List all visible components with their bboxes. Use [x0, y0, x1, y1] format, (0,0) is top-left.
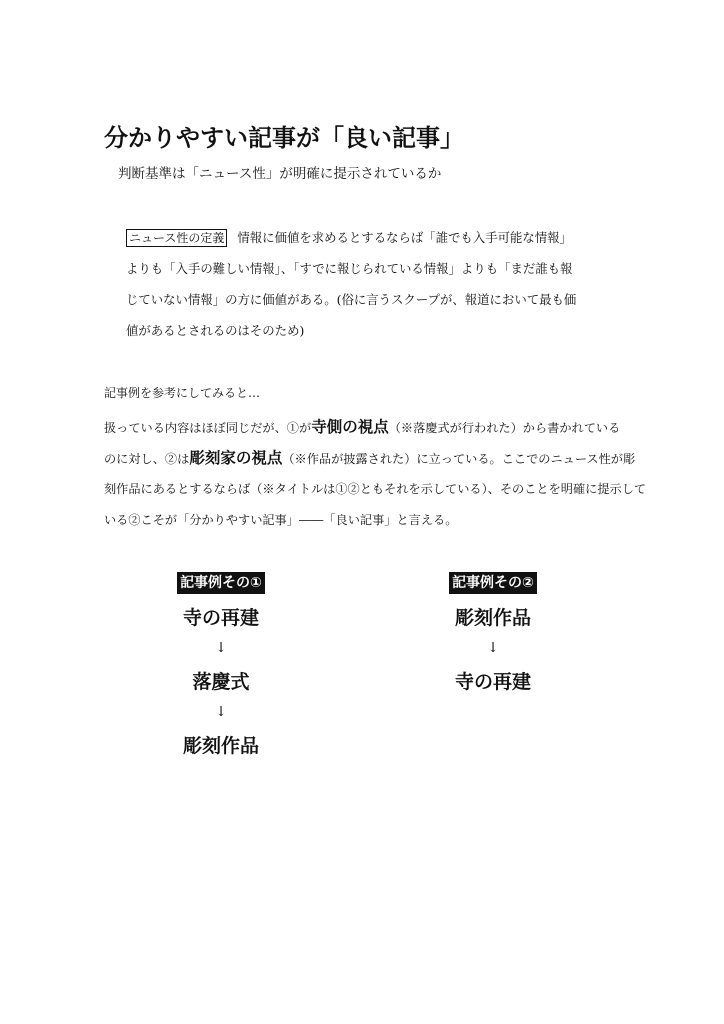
- example-1-label: 記事例その①: [177, 572, 265, 594]
- definition-text-1: 情報に価値を求めるとするならば「誰でも入手可能な情報」: [237, 230, 572, 245]
- example-2-step-2: 寺の再建: [454, 671, 531, 693]
- body-line-2: [104, 443, 636, 474]
- definition-line-2: よりも「入手の難しい情報」、「すでに報じられている情報」よりも「まだ誰も報: [126, 261, 573, 276]
- body-text: （※作品が披露された）に立っている。ここでのニュース性が彫: [282, 452, 636, 466]
- emphasis-sculptor-view: 彫刻家の視点: [189, 449, 283, 467]
- example-2-column: [413, 572, 573, 694]
- example-2-label: 記事例その②: [449, 572, 537, 594]
- page-subtitle: 判断基準は「ニュース性」が明確に提示されているか: [118, 166, 442, 182]
- down-arrow-icon: ↓: [487, 640, 499, 656]
- example-1-step-1: 寺の再建: [182, 607, 259, 629]
- example-1-step-2: 落慶式: [192, 671, 250, 693]
- example-intro: 記事例を参考にしてみると…: [104, 386, 261, 400]
- body-text: 扱っている内容はほぼ同じだが、①が: [104, 421, 312, 435]
- example-2-step-1: 彫刻作品: [454, 607, 531, 629]
- down-arrow-icon: ↓: [215, 640, 227, 656]
- definition-line-1: [126, 222, 596, 253]
- definition-block: [126, 222, 596, 346]
- example-1-column: [141, 572, 301, 758]
- page-title: 分かりやすい記事が「良い記事」: [104, 124, 464, 152]
- body-line-4: いる②こそが「分かりやすい記事」――「良い記事」と言える。: [104, 513, 458, 527]
- body-text: のに対し、②は: [104, 452, 190, 466]
- body-line-1: [104, 412, 624, 443]
- definition-line-4: 値があるとされるのはそのため): [126, 323, 305, 338]
- definition-term-box: ニュース性の定義: [126, 229, 227, 247]
- down-arrow-icon: ↓: [215, 704, 227, 720]
- emphasis-temple-view: 寺側の視点: [311, 418, 389, 436]
- body-text: （※落慶式が行われた）から書かれている: [388, 421, 621, 435]
- body-line-3: 刻作品にあるとするならば（※タイトルは①②ともそれを示している）、そのことを明確に提示して: [104, 482, 647, 496]
- body-paragraph: [104, 412, 647, 536]
- example-1-step-3: 彫刻作品: [182, 735, 259, 757]
- definition-line-3: じていない情報」の方に価値がある。(俗に言うスクープが、報道において最も価: [126, 292, 577, 307]
